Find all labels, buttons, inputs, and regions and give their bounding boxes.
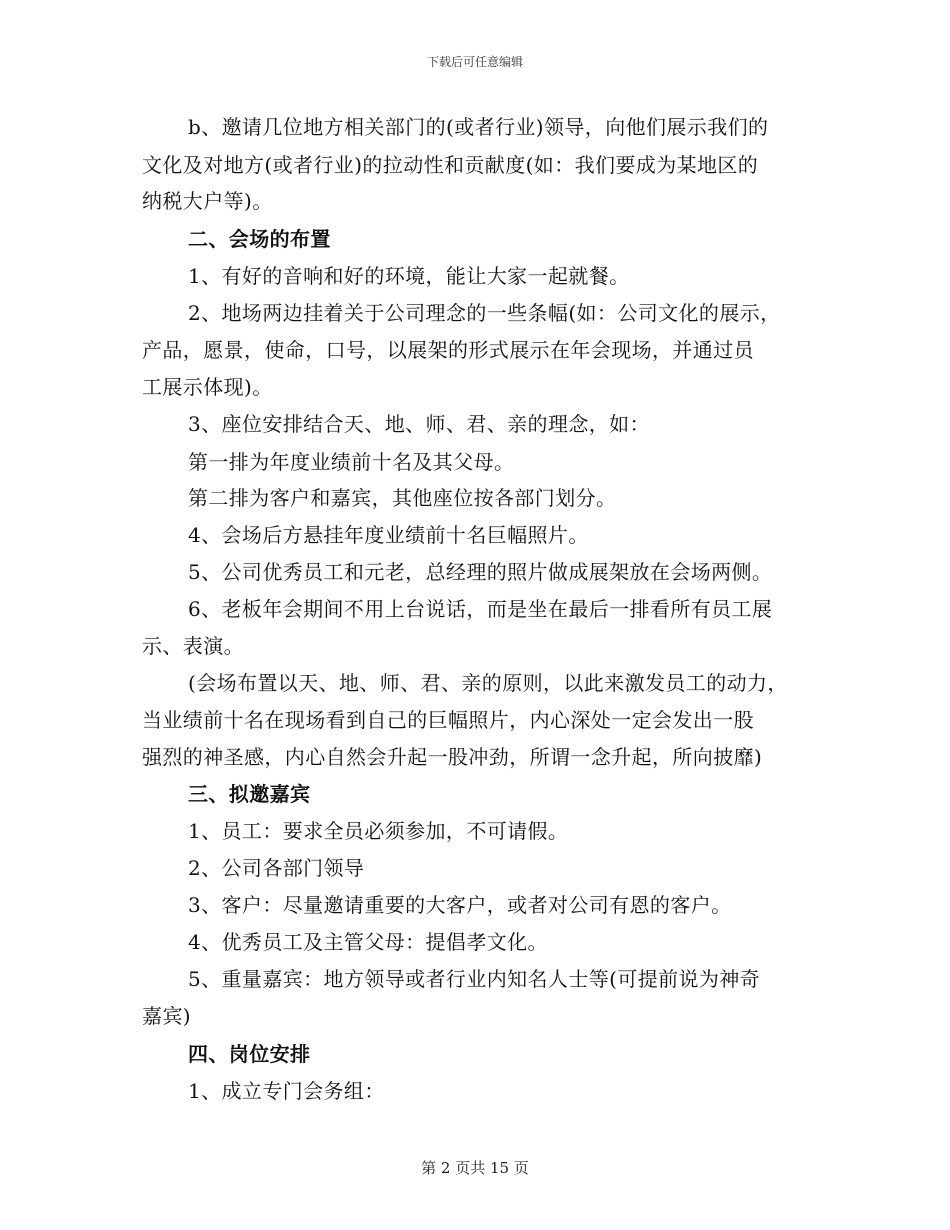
paragraph-line: 1、员工：要求全员必须参加，不可请假。 xyxy=(188,819,569,843)
paragraph-line: 第一排为年度业绩前十名及其父母。 xyxy=(188,450,515,474)
paragraph-line: 1、有好的音响和好的环境，能让大家一起就餐。 xyxy=(188,264,630,288)
paragraph-line: 3、客户：尽量邀请重要的大客户，或者对公司有恩的客户。 xyxy=(188,893,732,917)
section-heading: 三、拟邀嘉宾 xyxy=(188,782,311,806)
paragraph-line: 第二排为客户和嘉宾，其他座位按各部门划分。 xyxy=(188,486,617,510)
section-heading: 二、会场的布置 xyxy=(188,227,331,251)
paragraph-line: 工展示体现)。 xyxy=(142,375,273,399)
paragraph-line: 6、老板年会期间不用上台说话，而是坐在最后一排看所有员工展 xyxy=(188,597,773,621)
paragraph-line: 1、成立专门会务组： xyxy=(188,1079,385,1103)
paragraph-line: b、邀请几位地方相关部门的(或者行业)领导，向他们展示我们的 xyxy=(188,115,769,139)
paragraph-line: 示、表演。 xyxy=(142,634,244,658)
paragraph-line: 强烈的神圣感，内心自然会升起一股冲劲，所谓一念升起，所向披靡) xyxy=(142,745,763,769)
paragraph-line: 嘉宾) xyxy=(142,1004,192,1028)
paragraph-line: 当业绩前十名在现场看到自己的巨幅照片，内心深处一定会发出一股 xyxy=(142,708,754,732)
paragraph-line: 5、重量嘉宾：地方领导或者行业内知名人士等(可提前说为神奇 xyxy=(188,967,761,991)
page-footer: 第 2 页共 15 页 xyxy=(421,1159,529,1177)
paragraph-line: 3、座位安排结合天、地、师、君、亲的理念，如： xyxy=(188,412,650,436)
paragraph-line: 4、会场后方悬挂年度业绩前十名巨幅照片。 xyxy=(188,523,589,547)
paragraph-line: 2、地场两边挂着关于公司理念的一些条幅(如：公司文化的展示， xyxy=(188,301,781,325)
paragraph-line: 2、公司各部门领导 xyxy=(188,856,365,880)
paragraph-line: (会场布置以天、地、师、君、亲的原则，以此来激发员工的动力， xyxy=(188,671,788,695)
paragraph-line: 4、优秀员工及主管父母：提倡孝文化。 xyxy=(188,930,548,954)
page-header: 下载后可任意编辑 xyxy=(426,55,523,69)
paragraph-line: 产品，愿景，使命，口号，以展架的形式展示在年会现场，并通过员 xyxy=(142,338,754,362)
paragraph-line: 5、公司优秀员工和元老，总经理的照片做成展架放在会场两侧。 xyxy=(188,560,773,584)
paragraph-line: 文化及对地方(或者行业)的拉动性和贡献度(如：我们要成为某地区的 xyxy=(142,153,759,177)
section-heading: 四、岗位安排 xyxy=(188,1042,311,1066)
paragraph-line: 纳税大户等)。 xyxy=(142,189,273,213)
